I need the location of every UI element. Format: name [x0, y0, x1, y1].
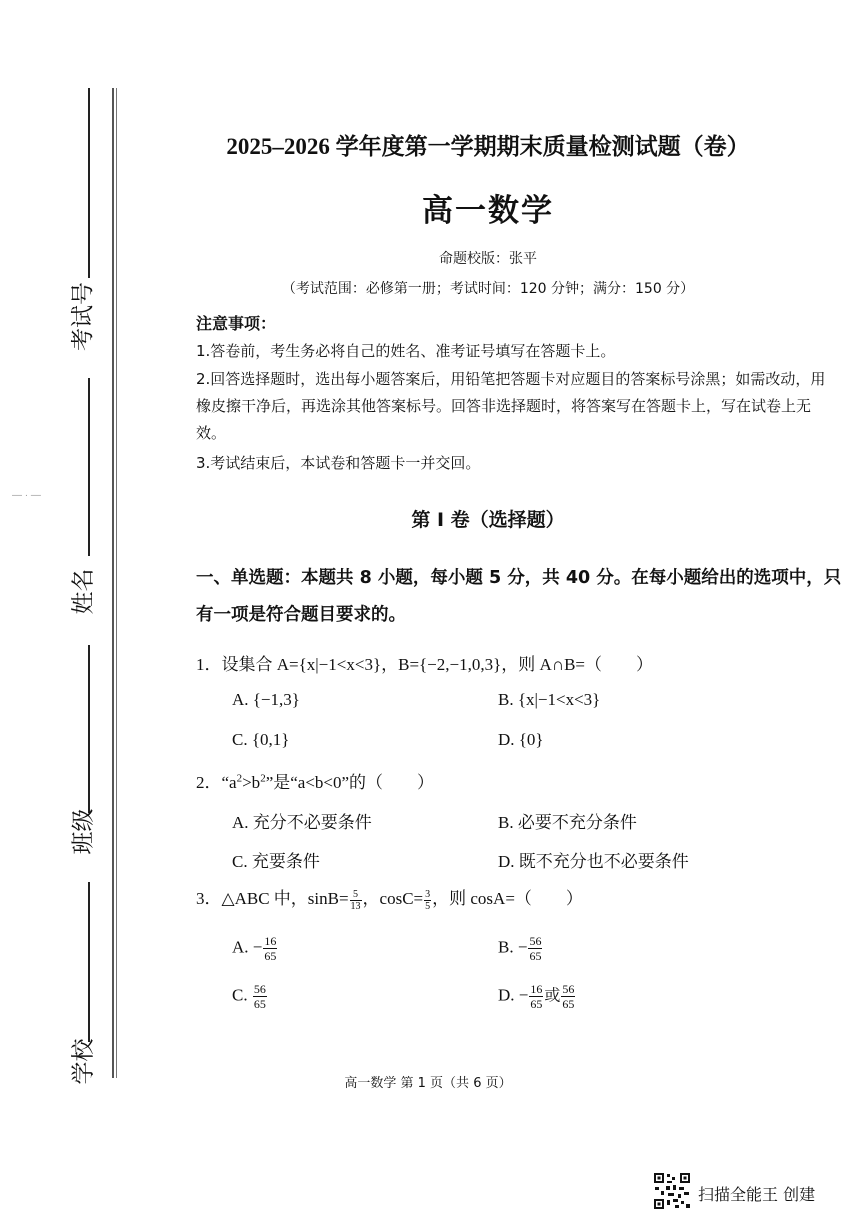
q3d-denominator-1: 65 [530, 997, 543, 1011]
school-field-line [88, 882, 90, 1042]
question-1-option-c: C. {0,1} [232, 730, 290, 749]
question-3-option-b [498, 934, 543, 963]
q3a-numerator: 16 [264, 934, 277, 948]
sinB-denominator: 13 [350, 900, 361, 912]
q3c-numerator: 56 [253, 982, 266, 996]
notice-title: 注意事项： [196, 314, 277, 333]
binding-line [112, 88, 114, 1078]
q3a-label: A. − [232, 937, 263, 957]
q2-sup-2: 2 [260, 772, 266, 785]
subject-title: 高一数学 [422, 193, 554, 229]
cosC-fraction [424, 889, 431, 912]
q3d-or: 或 [544, 985, 561, 1005]
question-2-option-a: A. 充分不必要条件 [232, 813, 372, 832]
question-3-stem [196, 884, 583, 912]
class-field-line [88, 645, 90, 813]
q3d-numerator-2: 56 [562, 982, 575, 996]
question-1-stem: 1．设集合 A={x|−1<x<3}，B={−2,−1,0,3}，则 A∩B=（ ） [196, 655, 653, 674]
q2-stem-b: >b [242, 773, 261, 792]
part-title: 第 I 卷（选择题） [411, 509, 565, 531]
q3b-label: B. − [498, 937, 528, 957]
question-3-option-c [232, 982, 268, 1011]
question-1-option-d: D. {0} [498, 730, 544, 749]
q3d-label: D. − [498, 985, 529, 1005]
q3c-fraction [253, 982, 267, 1011]
margin-mark: — · — [12, 490, 41, 501]
sinB-numerator: 5 [350, 889, 362, 901]
name-label: 姓名 [70, 568, 97, 615]
q3-stem-a: 3．△ABC 中，sinB= [196, 889, 349, 908]
q3b-fraction [528, 934, 542, 963]
cosC-denominator: 5 [425, 900, 431, 912]
exam-title: 2025–2026 学年度第一学期期末质量检测试题（卷） [226, 134, 750, 159]
q3d-numerator-1: 16 [530, 982, 543, 996]
q3-stem-c: ，则 cosA=（ ） [432, 889, 583, 908]
name-field-line [88, 378, 90, 556]
question-2-option-c: C. 充要条件 [232, 852, 320, 871]
q3c-label: C. [232, 985, 252, 1005]
section-heading: 一、单选题：本题共 8 小题，每小题 5 分，共 40 分。在每小题给出的选项中，只有一项是符合题目要求的。 [196, 568, 842, 625]
q3-stem-b: ，cosC= [362, 889, 424, 908]
cosC-numerator: 3 [425, 888, 431, 900]
exam-no-label: 考试号 [70, 282, 96, 351]
school-label: 学校 [70, 1038, 97, 1085]
question-2-option-b: B. 必要不充分条件 [498, 813, 637, 832]
q3a-fraction [263, 934, 277, 963]
q2-sup-1: 2 [236, 772, 243, 785]
notice-item-2: 2.回答选择题时，选出每小题答案后，用铅笔把答题卡对应题目的答案标号涂黑；如需改动，用橡皮擦干净后，再选涂其他答案标号。回答非选择题时，将答案写在答题卡上，写在试卷上无效。 [196, 370, 826, 442]
notice-item-3: 3.考试结束后，本试卷和答题卡一并交回。 [196, 454, 481, 472]
exam-no-field-line [88, 88, 90, 278]
scanner-watermark-text: 扫描全能王 创建 [698, 1185, 816, 1204]
question-3-option-d [498, 982, 576, 1011]
q3b-denominator: 65 [529, 949, 542, 963]
notice-item-1: 1.答卷前，考生务必将自己的姓名、准考证号填写在答题卡上。 [196, 342, 616, 360]
question-2-option-d: D. 既不充分也不必要条件 [498, 852, 689, 871]
q3a-denominator: 65 [264, 949, 277, 963]
qr-code-icon [653, 1172, 691, 1210]
q3d-denominator-2: 65 [562, 997, 575, 1011]
setter-line: 命题校版：张平 [439, 251, 537, 267]
question-2-stem [196, 768, 434, 793]
page-footer: 高一数学 第 1 页（共 6 页） [344, 1076, 512, 1091]
binding-line-inner [116, 88, 117, 1078]
sinB-fraction [350, 889, 362, 912]
exam-scope: （考试范围：必修第一册；考试时间：120 分钟；满分：150 分） [281, 281, 695, 297]
q2-stem-c: ”是“a<b<0”的（ ） [265, 773, 435, 792]
q3b-numerator: 56 [529, 934, 542, 948]
q2-stem-a: 2．“a [196, 773, 237, 792]
q3d-fraction-1 [529, 982, 543, 1011]
question-3-option-a [232, 934, 278, 963]
question-1-option-b: B. {x|−1<x<3} [498, 690, 601, 709]
question-1-option-a: A. {−1,3} [232, 690, 300, 709]
q3c-denominator: 65 [253, 997, 266, 1011]
class-label: 班级 [70, 808, 97, 855]
q3d-fraction-2 [561, 982, 575, 1011]
